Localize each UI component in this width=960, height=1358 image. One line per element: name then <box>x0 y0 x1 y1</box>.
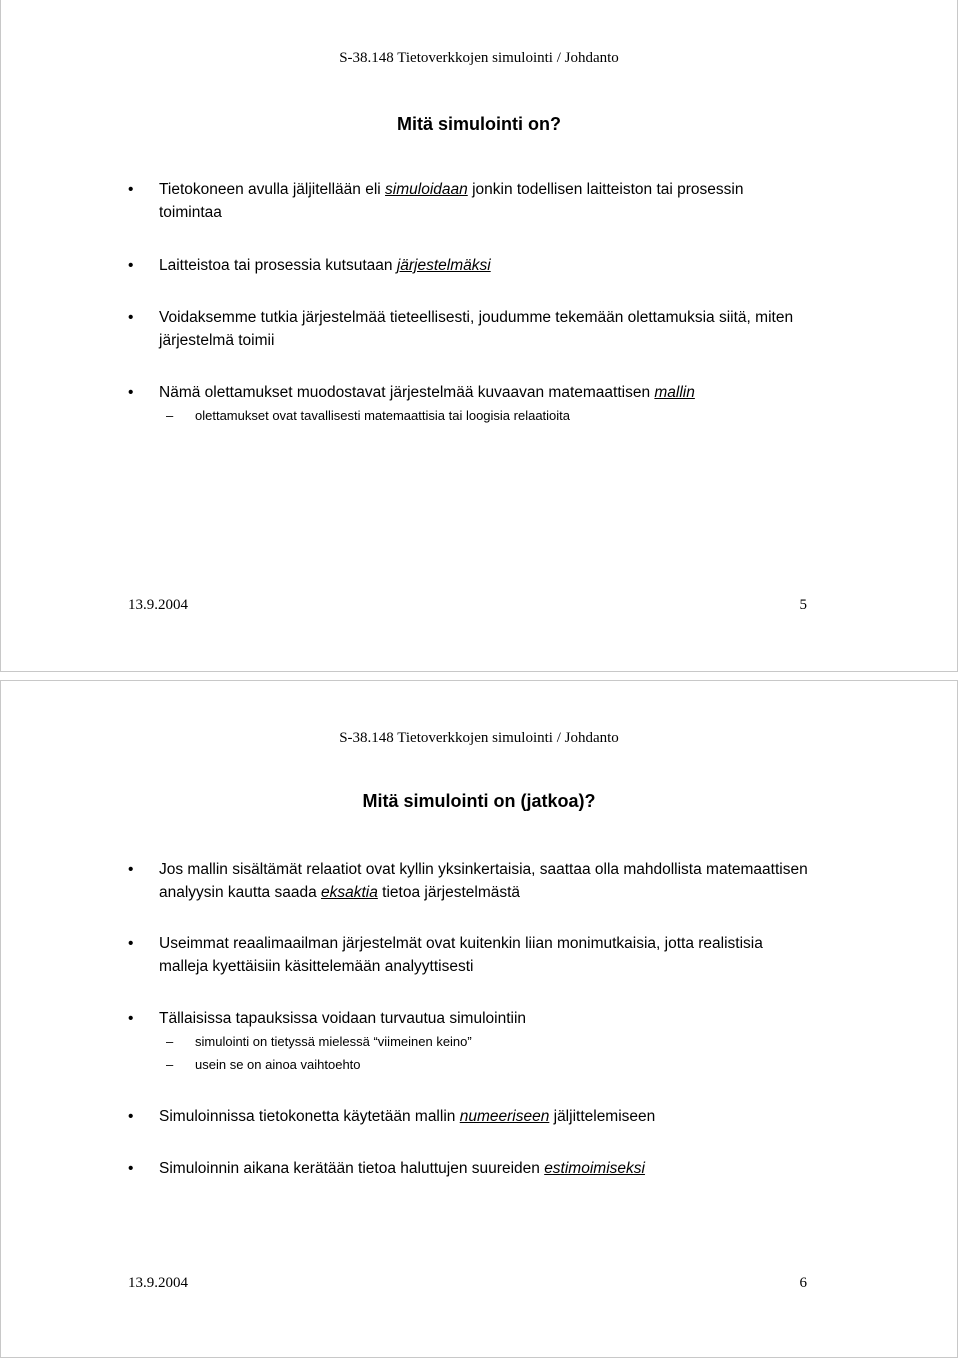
bullet-icon: • <box>128 1108 134 1125</box>
bullet-icon: • <box>128 257 134 274</box>
page-number: 5 <box>799 597 807 613</box>
footer-date: 13.9.2004 <box>128 1275 188 1291</box>
bullet-icon: • <box>128 1010 134 1027</box>
bullet-icon: • <box>128 309 134 326</box>
slide-header: S-38.148 Tietoverkkojen simulointi / Johdanto <box>339 730 619 746</box>
dash-icon: – <box>166 1034 174 1049</box>
dash-icon: – <box>166 408 174 423</box>
slide-title: Mitä simulointi on? <box>397 114 561 134</box>
slide-6: S-38.148 Tietoverkkojen simulointi / Johdanto Mitä simulointi on (jatkoa)? • Jos mallin sisältämät relaatiot ovat kyllin yksinkertaisia, saattaa olla mahdollista matemaattisen analyysin kautta saada eksaktia tietoa järjestelmästä • Useimmat reaalimaailman järjestelmät ovat kuitenkin liian monimutkaisia, jotta realistisia malleja kyettäisiin käsittelemään analyyttisesti • Tällaisissa tapauksissa voidaan turvautua simulointiin – simulointi on tietyssä mielessä “viimeinen keino” – usein se on ainoa vaihtoehto • Simuloinnissa tietokonetta käytetään mallin numeeriseen jäljittelemiseen • Simuloinnin aikana kerätään tietoa haluttujen suureiden estimoimiseksi 13.9.2004 6 <box>0 680 958 1358</box>
slide-5: S-38.148 Tietoverkkojen simulointi / Johdanto Mitä simulointi on? • Tietokoneen avulla jäljitellään eli simuloidaan jonkin todellisen laitteiston tai prosessin toimintaa • Laitteistoa tai prosessia kutsutaan järjestelmäksi • Voidaksemme tutkia järjestelmää tieteellisesti, joudumme tekemään olettamuksia siitä, miten järjestelmä toimii • Nämä olettamukset muodostavat järjestelmää kuvaavan matemaattisen mallin – olettamukset ovat tavallisesti matemaattisia tai loogisia relaatioita 13.9.2004 5 <box>0 0 958 672</box>
bullet-icon: • <box>128 861 134 878</box>
page-number: 6 <box>799 1275 807 1291</box>
bullet-icon: • <box>128 935 134 952</box>
bullet-icon: • <box>128 181 134 198</box>
slide-header: S-38.148 Tietoverkkojen simulointi / Johdanto <box>339 50 619 66</box>
slide-title: Mitä simulointi on (jatkoa)? <box>362 791 596 811</box>
bullet-icon: • <box>128 1160 134 1177</box>
bullet-icon: • <box>128 384 134 401</box>
footer-date: 13.9.2004 <box>128 597 188 613</box>
dash-icon: – <box>166 1057 174 1072</box>
